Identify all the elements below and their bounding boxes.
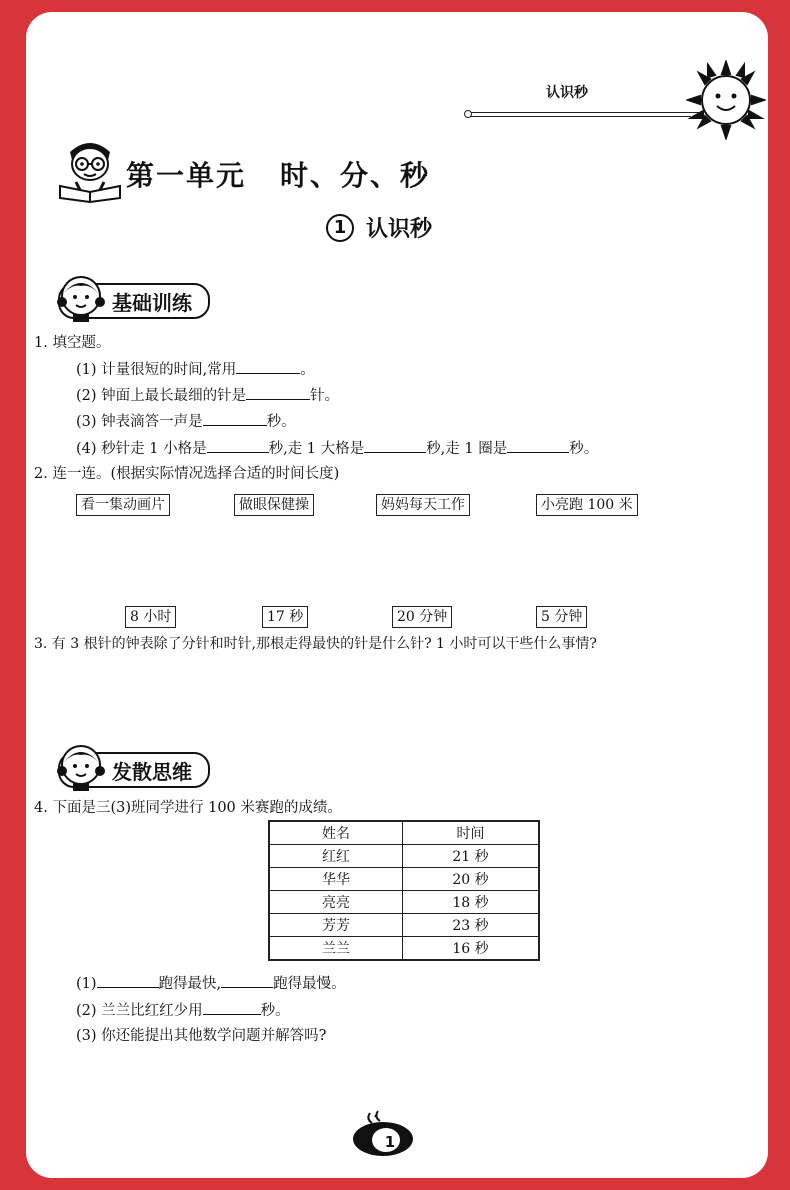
table-cell-name: 亮亮 [269, 891, 403, 914]
table-cell-name: 红红 [269, 845, 403, 868]
q4-label: 4. 下面是三(3)班同学进行 100 米赛跑的成绩。 [34, 800, 342, 816]
answer-blank[interactable] [97, 972, 159, 988]
q4-sub2-prefix: (2) 兰兰比红红少用 [76, 1003, 203, 1019]
table-header-time: 时间 [403, 821, 540, 845]
q1-sub1-prefix: (1) 计量很短的时间,常用 [76, 362, 237, 378]
answer-blank[interactable] [236, 358, 300, 374]
duration-box[interactable]: 20 分钟 [392, 606, 452, 628]
q1-sub2-suffix: 针。 [310, 388, 340, 404]
boy-reading-icon [56, 136, 124, 204]
duration-box[interactable]: 5 分钟 [536, 606, 587, 628]
table-cell-time: 23 秒 [403, 914, 540, 937]
table-cell-name: 华华 [269, 868, 403, 891]
lesson-number: 1 [326, 214, 354, 242]
q4-sub3: (3) 你还能提出其他数学问题并解答吗? [76, 1028, 327, 1044]
answer-blank[interactable] [207, 437, 269, 453]
table-cell-time: 16 秒 [403, 937, 540, 961]
girl-icon [56, 274, 106, 322]
answer-blank[interactable] [246, 384, 310, 400]
table-cell-time: 18 秒 [403, 891, 540, 914]
table-cell-time: 21 秒 [403, 845, 540, 868]
q1-sub4-p1: (4) 秒针走 1 小格是 [76, 441, 207, 457]
lesson-title [326, 212, 432, 243]
unit-title [126, 154, 430, 194]
q3-text: 3. 有 3 根针的钟表除了分针和时针,那根走得最快的针是什么针? 1 小时可以干些什么事情? [34, 636, 597, 652]
q1-sub4 [76, 437, 598, 460]
q1-sub4-p3: 秒,走 1 圈是 [426, 441, 508, 457]
table-row [269, 937, 539, 961]
q1-sub1-suffix: 。 [300, 362, 315, 378]
q4-sub1 [76, 972, 346, 995]
table-row [269, 891, 539, 914]
sun-icon [686, 60, 766, 140]
q1-sub3-suffix: 秒。 [266, 414, 296, 430]
lesson-title-text: 认识秒 [366, 217, 433, 242]
scores-table [268, 820, 540, 961]
q4-sub1-suffix: 跑得最慢。 [273, 976, 346, 992]
section-divergent-label: 发散思维 [112, 759, 192, 784]
q1-sub2 [76, 384, 339, 407]
table-header-row [269, 821, 539, 845]
table-row [269, 914, 539, 937]
answer-blank[interactable] [364, 437, 426, 453]
girl-icon [56, 743, 106, 791]
table-header-name: 姓名 [269, 821, 403, 845]
table-row [269, 868, 539, 891]
duration-box[interactable]: 17 秒 [262, 606, 308, 628]
page [26, 12, 768, 1178]
q1-sub3 [76, 410, 296, 433]
answer-blank[interactable] [203, 410, 267, 426]
q1-sub2-prefix: (2) 钟面上最长最细的针是 [76, 388, 247, 404]
q4-sub2-suffix: 秒。 [260, 1003, 290, 1019]
q4-sub2 [76, 999, 290, 1022]
q1-label: 1. 填空题。 [34, 335, 111, 351]
answer-blank[interactable] [203, 999, 261, 1015]
q1-sub1 [76, 358, 315, 381]
q1-sub4-p4: 秒。 [569, 441, 599, 457]
table-cell-time: 20 秒 [403, 868, 540, 891]
header-title: 认识秒 [546, 85, 588, 101]
q1-sub3-prefix: (3) 钟表滴答一声是 [76, 414, 203, 430]
page-number: 1 [384, 1133, 396, 1151]
header-rule-lower [471, 116, 691, 117]
activity-box[interactable]: 小亮跑 100 米 [536, 494, 638, 516]
q1-sub4-p2: 秒,走 1 大格是 [268, 441, 365, 457]
duration-box[interactable]: 8 小时 [125, 606, 176, 628]
activity-box[interactable]: 做眼保健操 [234, 494, 314, 516]
unit-label: 第一单元 [126, 159, 247, 192]
activity-box[interactable]: 妈妈每天工作 [376, 494, 470, 516]
q4-sub1-prefix: (1) [76, 976, 97, 992]
activity-box[interactable]: 看一集动画片 [76, 494, 170, 516]
table-cell-name: 兰兰 [269, 937, 403, 961]
q2-label: 2. 连一连。(根据实际情况选择合适的时间长度) [34, 466, 340, 482]
header-rule [471, 112, 701, 113]
unit-topic: 时、分、秒 [280, 159, 431, 192]
table-row [269, 845, 539, 868]
q4-sub1-mid: 跑得最快, [158, 976, 222, 992]
answer-blank[interactable] [507, 437, 569, 453]
answer-blank[interactable] [221, 972, 273, 988]
section-basic-label: 基础训练 [112, 290, 192, 315]
table-cell-name: 芳芳 [269, 914, 403, 937]
